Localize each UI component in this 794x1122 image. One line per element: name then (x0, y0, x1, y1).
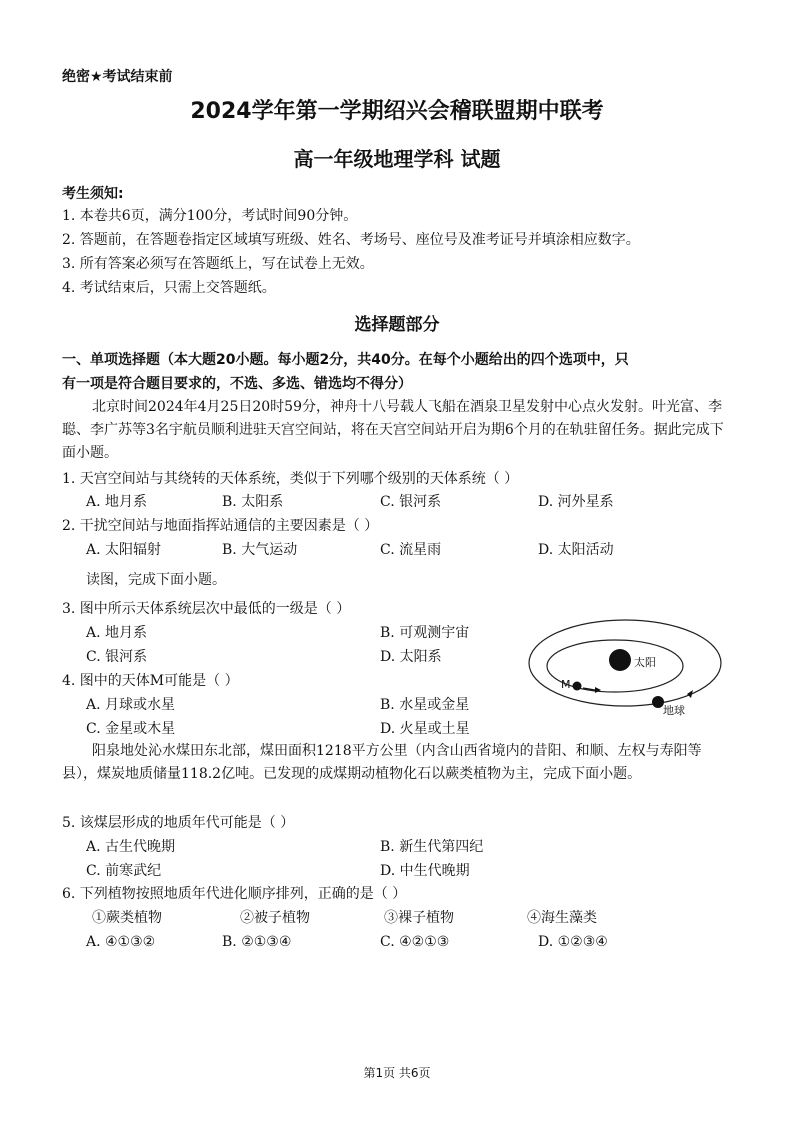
q6-item-3: ③裸子植物 (384, 910, 454, 926)
m-body-icon (573, 682, 582, 691)
question-1-stem: 1. 天宫空间站与其绕转的天体系统，类似于下列哪个级别的天体系统（ ） (62, 471, 519, 487)
q4-option-c: C. 金星或木星 (86, 721, 176, 737)
q6-item-2: ②被子植物 (240, 910, 310, 926)
earth-label: 地球 (663, 704, 685, 717)
sun-icon (609, 649, 631, 671)
q5-option-a: A. 古生代晚期 (86, 839, 176, 855)
q4-option-a: A. 月球或水星 (86, 697, 176, 713)
read-prompt: 读图，完成下面小题。 (86, 572, 226, 588)
page-footer: 第1页 共6页 (363, 1066, 431, 1080)
q6-item-1: ①蕨类植物 (92, 910, 162, 926)
notice-item: 3. 所有答案必须写在答题纸上，写在试卷上无效。 (62, 256, 374, 272)
question-5-stem: 5. 该煤层形成的地质年代可能是（ ） (62, 815, 295, 831)
exam-subtitle: 高一年级地理学科 试题 (293, 147, 501, 171)
exam-title: 2024学年第一学期绍兴会稽联盟期中联考 (190, 99, 604, 124)
sun-label: 太阳 (634, 656, 656, 669)
question-6-stem: 6. 下列植物按照地质年代进化顺序排列，正确的是（ ） (62, 886, 407, 902)
m-label: M (561, 678, 571, 691)
q2-option-b: B. 大气运动 (222, 542, 298, 558)
q2-option-a: A. 太阳辐射 (86, 542, 162, 558)
q6-option-b: B. ②①③④ (222, 934, 292, 950)
notice-item: 1. 本卷共6页，满分100分，考试时间90分钟。 (62, 208, 358, 224)
passage-shenzhou: 北京时间2024年4月25日20时59分，神舟十八号载人飞船在酒泉卫星发射中心点火发射。叶光富、李聪、李广苏等3名宇航员顺利进驻天宫空间站，将在天宫空间站开启为期6个月的在轨驻留任务。据此完成下面小题。 (62, 399, 724, 461)
q5-option-b: B. 新生代第四纪 (380, 839, 484, 855)
q2-option-d: D. 太阳活动 (538, 542, 614, 558)
q5-option-d: D. 中生代晚期 (380, 863, 470, 879)
part-heading-line2: 有一项是符合题目要求的，不选、多选、错选均不得分） (62, 376, 412, 392)
question-3-stem: 3. 图中所示天体系统层次中最低的一级是（ ） (62, 601, 351, 617)
q3-option-c: C. 银河系 (86, 649, 148, 665)
q1-option-d: D. 河外星系 (538, 494, 614, 510)
q5-option-c: C. 前寒武纪 (86, 863, 162, 879)
confidential-label: 绝密★考试结束前 (62, 69, 173, 85)
q1-option-a: A. 地月系 (86, 494, 148, 510)
q6-option-c: C. ④②①③ (380, 934, 450, 950)
arrowhead-icon (595, 687, 601, 693)
q1-option-c: C. 银河系 (380, 494, 442, 510)
solar-system-diagram (525, 618, 725, 718)
q3-option-b: B. 可观测宇宙 (380, 625, 470, 641)
question-2-stem: 2. 干扰空间站与地面指挥站通信的主要因素是（ ） (62, 518, 379, 534)
q2-option-c: C. 流星雨 (380, 542, 442, 558)
part-heading-line1: 一、单项选择题（本大题20小题。每小题2分，共40分。在每个小题给出的四个选项中，只 (62, 352, 629, 368)
q3-option-d: D. 太阳系 (380, 649, 442, 665)
q6-option-a: A. ④①③② (86, 934, 156, 950)
question-4-stem: 4. 图中的天体M可能是（ ） (62, 673, 239, 689)
section-title: 选择题部分 (354, 315, 440, 335)
q4-option-d: D. 火星或土星 (380, 721, 470, 737)
notice-item: 4. 考试结束后，只需上交答题纸。 (62, 280, 276, 296)
q1-option-b: B. 太阳系 (222, 494, 284, 510)
q6-item-4: ④海生藻类 (527, 910, 597, 926)
notice-item: 2. 答题前，在答题卷指定区域填写班级、姓名、考场号、座位号及准考证号并填涂相应数字。 (62, 232, 640, 248)
q4-option-b: B. 水星或金星 (380, 697, 470, 713)
notice-heading: 考生须知: (62, 186, 124, 202)
passage-yangquan: 阳泉地处沁水煤田东北部，煤田面积1218平方公里（内含山西省境内的昔阳、和顺、左权与寿阳等县），煤炭地质储量118.2亿吨。已发现的成煤期动植物化石以蕨类植物为主，完成下面小题。 (62, 743, 702, 782)
q6-option-d: D. ①②③④ (538, 934, 608, 950)
q3-option-a: A. 地月系 (86, 625, 148, 641)
